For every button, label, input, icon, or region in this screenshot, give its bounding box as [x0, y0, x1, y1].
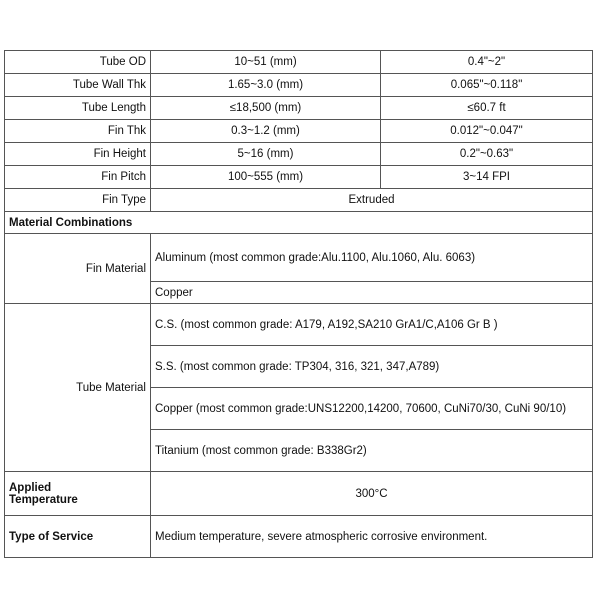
imperial-value: ≤60.7 ft	[381, 97, 593, 120]
applied-temperature-value: 300°C	[151, 472, 593, 516]
table-row	[5, 304, 593, 346]
table-row	[5, 234, 593, 282]
type-of-service-label: Type of Service	[5, 516, 151, 558]
metric-value: 5~16 (mm)	[151, 143, 381, 166]
fin-material-option: Copper	[151, 282, 593, 304]
imperial-value: 0.012"~0.047"	[381, 120, 593, 143]
table-row	[5, 189, 593, 212]
tube-material-option: S.S. (most common grade: TP304, 316, 321, 347,A789)	[151, 346, 593, 388]
applied-temperature-label	[5, 472, 151, 516]
param-label: Fin Type	[5, 189, 151, 212]
metric-value: ≤18,500 (mm)	[151, 97, 381, 120]
imperial-value: 3~14 FPI	[381, 166, 593, 189]
metric-value: 10~51 (mm)	[151, 51, 381, 74]
fin-material-label: Fin Material	[5, 234, 151, 304]
tube-material-option: Copper (most common grade:UNS12200,14200, 70600, CuNi70/30, CuNi 90/10)	[151, 388, 593, 430]
table-row	[5, 97, 593, 120]
tube-material-option: C.S. (most common grade: A179, A192,SA210 GrA1/C,A106 Gr B )	[151, 304, 593, 346]
section-header-row	[5, 212, 593, 234]
material-combinations-heading: Material Combinations	[5, 212, 593, 234]
table-row	[5, 143, 593, 166]
param-label: Tube Wall Thk	[5, 74, 151, 97]
imperial-value: 0.4"~2"	[381, 51, 593, 74]
param-label: Tube OD	[5, 51, 151, 74]
fin-material-option: Aluminum (most common grade:Alu.1100, Alu.1060, Alu. 6063)	[151, 234, 593, 282]
applied-temperature-label-line1: Applied	[9, 481, 52, 494]
metric-value: 1.65~3.0 (mm)	[151, 74, 381, 97]
table-row	[5, 74, 593, 97]
imperial-value: 0.2"~0.63"	[381, 143, 593, 166]
imperial-value: 0.065"~0.118"	[381, 74, 593, 97]
table-row	[5, 120, 593, 143]
spec-table	[4, 50, 593, 558]
fin-type-value: Extruded	[151, 189, 593, 212]
type-of-service-value: Medium temperature, severe atmospheric corrosive environment.	[151, 516, 593, 558]
param-label: Fin Pitch	[5, 166, 151, 189]
param-label: Fin Height	[5, 143, 151, 166]
param-label: Fin Thk	[5, 120, 151, 143]
table-row	[5, 472, 593, 516]
table-row	[5, 51, 593, 74]
metric-value: 0.3~1.2 (mm)	[151, 120, 381, 143]
tube-material-option: Titanium (most common grade: B338Gr2)	[151, 430, 593, 472]
applied-temperature-label-line2: Temperature	[9, 493, 78, 506]
table-row	[5, 516, 593, 558]
metric-value: 100~555 (mm)	[151, 166, 381, 189]
param-label: Tube Length	[5, 97, 151, 120]
table-row	[5, 166, 593, 189]
tube-material-label: Tube Material	[5, 304, 151, 472]
